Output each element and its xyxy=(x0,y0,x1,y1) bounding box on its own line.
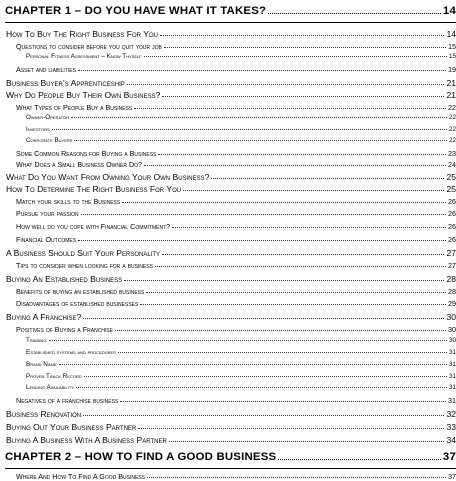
toc-entry[interactable] xyxy=(26,137,456,144)
toc-entry[interactable] xyxy=(26,337,456,344)
toc-entry[interactable] xyxy=(16,261,456,270)
toc-page-number: 21 xyxy=(446,90,456,100)
toc-entry-title: Why Do People Buy Their Own Business? xyxy=(6,90,161,100)
leader-dots xyxy=(278,458,441,460)
leader-dots xyxy=(211,177,444,179)
toc-entry[interactable] xyxy=(26,126,456,133)
leader-dots xyxy=(144,55,447,57)
toc-page-number: 22 xyxy=(448,126,456,133)
toc-page-number: 27 xyxy=(446,248,456,258)
toc-entry-title: Pursue your passion xyxy=(16,209,79,218)
leader-dots xyxy=(144,164,446,166)
leader-dots xyxy=(158,153,446,155)
leader-dots xyxy=(124,279,444,281)
toc-entry-title: Buying A Franchise? xyxy=(6,312,82,322)
toc-entry[interactable] xyxy=(16,235,456,244)
toc-entry[interactable] xyxy=(5,5,456,17)
toc-entry-title: Negatives of a franchise business xyxy=(16,396,119,405)
leader-dots xyxy=(268,12,441,14)
toc-entry[interactable] xyxy=(6,78,456,88)
toc-entry-title: Asset and liabilities xyxy=(16,65,76,74)
leader-dots xyxy=(78,239,446,241)
toc-entry[interactable] xyxy=(16,65,456,74)
toc-page-number: 27 xyxy=(448,261,456,270)
toc-page-number: 15 xyxy=(448,53,456,60)
toc-entry-title: Buying An Established Business xyxy=(6,274,123,284)
toc-page-number: 31 xyxy=(448,361,456,368)
leader-dots xyxy=(59,363,447,365)
toc-entry-title: Proven Track Record xyxy=(26,373,82,380)
toc-entry-title: What Does a Small Business Owner Do? xyxy=(16,160,143,169)
leader-dots xyxy=(127,83,445,85)
toc-entry[interactable] xyxy=(26,373,456,380)
leader-dots xyxy=(162,95,444,97)
toc-page-number: 26 xyxy=(448,222,456,231)
toc-entry-title: Training xyxy=(26,337,47,344)
toc-page-number: 31 xyxy=(448,349,456,356)
toc-entry[interactable] xyxy=(26,361,456,368)
toc-entry-title: Business Buyer’s Apprenticeship xyxy=(6,78,125,88)
toc-entry-title: Disadvantages of established businesses xyxy=(16,299,139,308)
toc-page-number: 37 xyxy=(448,472,456,481)
toc-entry-title: Tips to consider when looking for a business xyxy=(16,261,153,270)
toc-page-number: 15 xyxy=(448,42,456,51)
toc-page-number: 22 xyxy=(448,103,456,112)
toc-page-number: 21 xyxy=(446,78,456,88)
toc-entry-title: Established systems and procedures xyxy=(26,349,116,356)
leader-dots xyxy=(120,400,446,402)
toc-entry[interactable] xyxy=(16,149,456,158)
toc-page-number: 26 xyxy=(448,209,456,218)
toc-entry[interactable] xyxy=(16,209,456,218)
toc-entry[interactable] xyxy=(26,53,456,60)
toc-entry[interactable] xyxy=(6,312,456,322)
toc-page-number: 25 xyxy=(446,184,456,194)
leader-dots xyxy=(74,139,447,141)
leader-dots xyxy=(49,339,447,341)
leader-dots xyxy=(83,317,444,319)
toc-page-number: 30 xyxy=(448,325,456,334)
leader-dots xyxy=(52,128,447,130)
toc-page-number: 29 xyxy=(448,299,456,308)
toc-page-number: 23 xyxy=(448,149,456,158)
toc-entry-title: Questions to consider before you quit your job xyxy=(16,42,162,51)
leader-dots xyxy=(115,329,446,331)
toc-entry[interactable] xyxy=(16,299,456,308)
toc-page-number: 19 xyxy=(448,65,456,74)
leader-dots xyxy=(78,69,446,71)
leader-dots xyxy=(172,226,446,228)
toc-entry[interactable] xyxy=(5,451,456,463)
leader-dots xyxy=(71,116,447,118)
toc-page-number: 28 xyxy=(446,274,456,284)
toc-entry[interactable] xyxy=(6,29,456,39)
chapter-divider xyxy=(5,22,456,23)
toc-page-number: 31 xyxy=(448,373,456,380)
leader-dots xyxy=(146,291,446,293)
toc-page-number: 31 xyxy=(448,384,456,391)
leader-dots xyxy=(169,440,445,442)
toc-entry-title: Brand Name xyxy=(26,361,57,368)
toc-page-number: 24 xyxy=(448,160,456,169)
toc-page-number: 32 xyxy=(446,409,456,419)
toc-entry[interactable] xyxy=(16,222,456,231)
leader-dots xyxy=(140,303,446,305)
toc-page-number: 31 xyxy=(448,396,456,405)
toc-entry[interactable] xyxy=(26,349,456,356)
toc-page-number: 22 xyxy=(448,114,456,121)
toc-page-number: 30 xyxy=(446,312,456,322)
toc-entry[interactable] xyxy=(16,103,456,112)
toc-entry-title: CHAPTER 1 – DO YOU HAVE WHAT IT TAKES? xyxy=(5,5,267,17)
toc-page-number: 26 xyxy=(448,235,456,244)
leader-dots xyxy=(147,476,446,478)
leader-dots xyxy=(122,201,446,203)
toc-entry[interactable] xyxy=(6,274,456,284)
toc-entry-title: Owner-Operator xyxy=(26,114,70,121)
toc-entry[interactable] xyxy=(6,422,456,432)
leader-dots xyxy=(183,189,444,191)
toc-entry-title: Lending Availability xyxy=(26,384,74,391)
leader-dots xyxy=(160,34,444,36)
leader-dots xyxy=(155,265,446,267)
toc-entry[interactable] xyxy=(16,325,456,334)
leader-dots xyxy=(81,213,446,215)
toc-entry-title: CHAPTER 2 – HOW TO FIND A GOOD BUSINESS xyxy=(5,451,277,463)
leader-dots xyxy=(84,375,447,377)
toc-entry[interactable] xyxy=(16,396,456,405)
leader-dots xyxy=(76,386,447,388)
toc-entry[interactable] xyxy=(6,172,456,182)
leader-dots xyxy=(162,253,444,255)
toc-entry[interactable] xyxy=(6,90,456,100)
toc-entry[interactable] xyxy=(26,114,456,121)
toc-page-number: 22 xyxy=(448,137,456,144)
toc-entry[interactable] xyxy=(6,184,456,194)
toc-entry-title: Business Renovation xyxy=(6,409,82,419)
toc-entry-title: How well do you cope with Financial Commitment? xyxy=(16,222,171,231)
toc-entry[interactable] xyxy=(16,197,456,206)
toc-entry-title: How To Buy The Right Business For You xyxy=(6,29,158,39)
toc-page-number: 14 xyxy=(446,29,456,39)
toc-entry[interactable] xyxy=(6,435,456,445)
toc-entry-title: Positives of Buying a Franchise xyxy=(16,325,113,334)
toc-entry-title: How To Determine The Right Business For You xyxy=(6,184,182,194)
toc-entry[interactable] xyxy=(26,384,456,391)
toc-page-number: 33 xyxy=(446,422,456,432)
leader-dots xyxy=(164,46,446,48)
toc-page-number: 28 xyxy=(448,287,456,296)
toc-entry[interactable] xyxy=(16,287,456,296)
leader-dots xyxy=(138,427,444,429)
toc-entry[interactable] xyxy=(6,409,456,419)
toc-page-number: 34 xyxy=(446,435,456,445)
leader-dots xyxy=(118,351,447,353)
toc-entry[interactable] xyxy=(16,42,456,51)
toc-page-number: 37 xyxy=(442,451,456,463)
toc-entry-title: Personal Fitness Assessment – Know Thyself xyxy=(26,53,142,60)
toc-entry-title: Where And How To Find A Good Business xyxy=(16,472,145,481)
toc-entry-title: Corporate Buyers xyxy=(26,137,73,144)
toc-entry-title: Financial Outcomes xyxy=(16,235,77,244)
toc-page-number: 25 xyxy=(446,172,456,182)
toc-entry-title: Some Common Reasons for Buying a Business xyxy=(16,149,157,158)
leader-dots xyxy=(134,107,446,109)
toc-entry-title: A Business Should Suit Your Personality xyxy=(6,248,161,258)
toc-page-number: 14 xyxy=(442,5,456,17)
toc-entry-title: What Types of People Buy a Business xyxy=(16,103,133,112)
toc-page-number: 26 xyxy=(448,197,456,206)
toc-entry-title: Buying A Business With A Business Partner xyxy=(6,435,167,445)
toc-entry-title: Benefits of buying an established business xyxy=(16,287,145,296)
toc-entry-title: Buying Out Your Business Partner xyxy=(6,422,137,432)
leader-dots xyxy=(83,414,444,416)
toc-entry-title: What Do You Want From Owning Your Own Business? xyxy=(6,172,210,182)
toc-entry-title: Match your skills to the Business xyxy=(16,197,121,206)
toc-entry-title: Investors xyxy=(26,126,50,133)
toc-entry[interactable] xyxy=(6,248,456,258)
toc-entry[interactable] xyxy=(16,160,456,169)
chapter-divider xyxy=(5,468,456,469)
toc-page-number: 30 xyxy=(448,337,456,344)
